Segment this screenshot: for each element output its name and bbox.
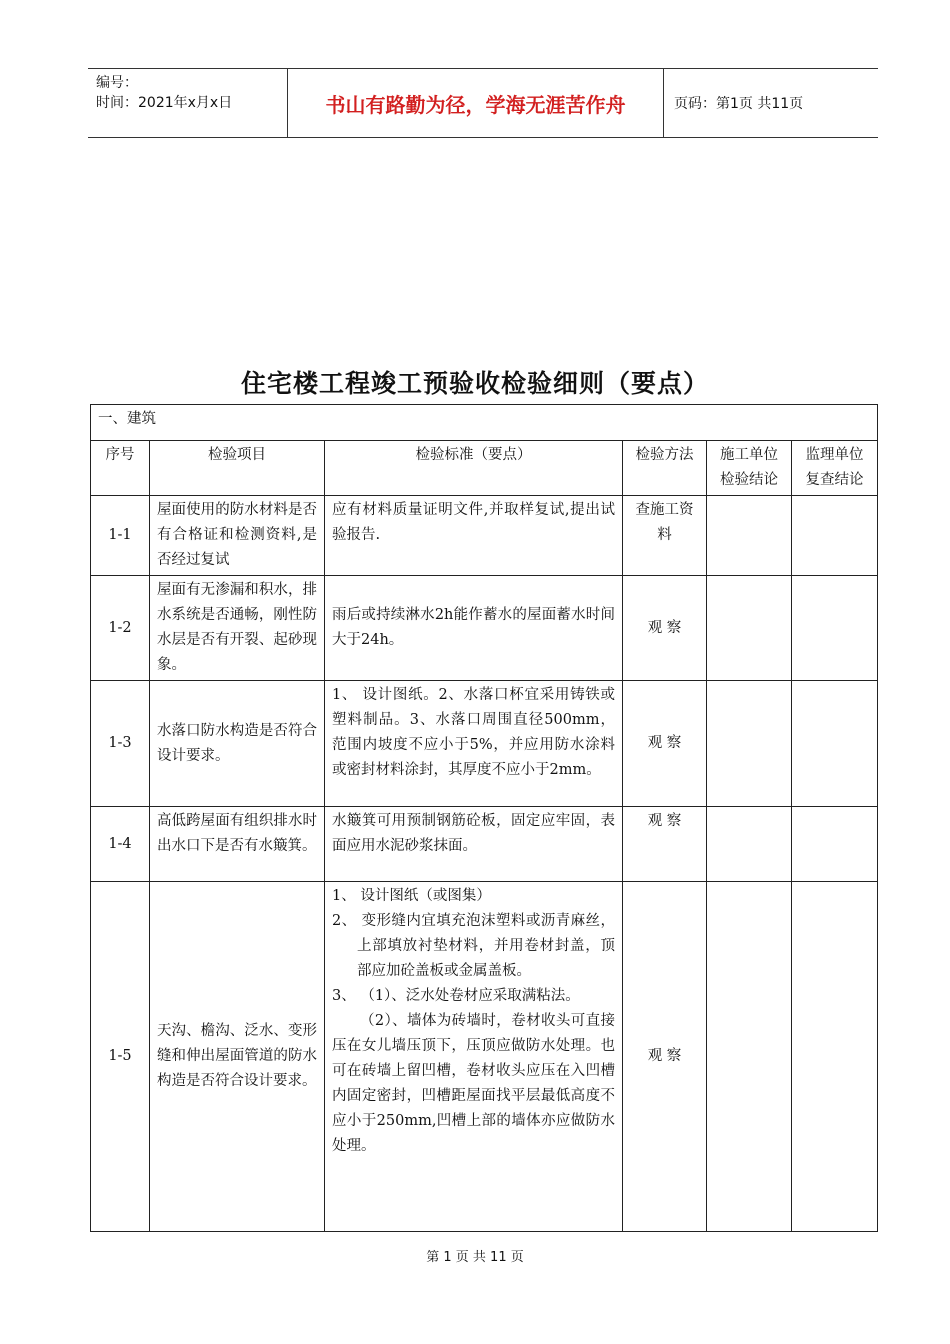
row-contractor-result — [707, 576, 792, 681]
row-supervisor-result — [792, 807, 878, 882]
page-footer: 第 1 页 共 11 页 — [426, 1250, 524, 1265]
table-row — [91, 882, 878, 1232]
row-supervisor-result — [792, 496, 878, 576]
row-standard: 应有材料质量证明文件,并取样复试,提出试验报告. — [325, 496, 623, 576]
col-header-seq: 序号 — [91, 441, 150, 496]
time-label: 时间：2021年x月x日 — [96, 95, 233, 111]
row-supervisor-result — [792, 882, 878, 1232]
row-item: 屋面有无渗漏和积水，排水系统是否通畅，刚性防水层是否有开裂、起砂现象。 — [150, 576, 325, 681]
row-method: 查施工资料 — [623, 496, 707, 576]
row-seq: 1-2 — [91, 576, 150, 681]
row-method: 观 察 — [623, 807, 707, 882]
col-header-item: 检验项目 — [150, 441, 325, 496]
row-seq: 1-3 — [91, 681, 150, 807]
table-row — [91, 576, 878, 681]
header-motto: 书山有路勤为径，学海无涯苦作舟 — [288, 69, 664, 137]
row-item: 水落口防水构造是否符合设计要求。 — [150, 681, 325, 807]
row-contractor-result — [707, 882, 792, 1232]
col-header-method: 检验方法 — [623, 441, 707, 496]
standard-line: 1、 设计图纸（或图集） — [332, 888, 491, 904]
row-contractor-result — [707, 681, 792, 807]
section-row — [91, 405, 878, 441]
header-meta — [88, 69, 288, 137]
table-header-row — [91, 441, 878, 496]
serial-label: 编号： — [96, 75, 138, 91]
row-seq: 1-5 — [91, 882, 150, 1232]
document-title: 住宅楼工程竣工预验收检验细则（要点） — [240, 369, 709, 398]
row-standard: 1、 设计图纸。2、水落口杯宜采用铸铁或塑料制品。3、水落口周围直径500mm， 范围内坡度不应小于5%，并应用防水涂料或密封材料涂封，其厚度不应小于2mm。 — [325, 681, 623, 807]
standard-line: 3、 （1）、泛水处卷材应采取满粘法。 — [332, 988, 580, 1004]
row-supervisor-result — [792, 681, 878, 807]
row-supervisor-result — [792, 576, 878, 681]
header-page-number: 页码：第1页 共11页 — [674, 96, 804, 112]
col-header-contractor: 施工单位检验结论 — [707, 441, 792, 496]
row-item: 屋面使用的防水材料是否有合格证和检测资料,是否经过复试 — [150, 496, 325, 576]
col-header-standard: 检验标准（要点） — [325, 441, 623, 496]
row-seq: 1-1 — [91, 496, 150, 576]
standard-line: 2、 变形缝内宜填充泡沫塑料或沥青麻丝，上部填放衬垫材料，并用卷材封盖，顶部应加砼盖板或金属盖板。 — [332, 913, 615, 979]
row-item: 高低跨屋面有组织排水时出水口下是否有水簸箕。 — [150, 807, 325, 882]
row-method: 观 察 — [623, 681, 707, 807]
table-row — [91, 681, 878, 807]
row-seq: 1-4 — [91, 807, 150, 882]
standard-line: （2）、墙体为砖墙时，卷材收头可直接压在女儿墙压顶下，压顶应做防水处理。也可在砖墙上留凹槽，卷材收头应压在入凹槽内固定密封，凹槽距屋面找平层最低高度不应小于250mm,凹槽上部的墙体亦应做防水处理。 — [332, 1013, 615, 1154]
row-method: 观 察 — [623, 882, 707, 1232]
table-row — [91, 807, 878, 882]
col-header-supervisor: 监理单位复查结论 — [792, 441, 878, 496]
row-standard: 水簸箕可用预制钢筋砼板，固定应牢固，表面应用水泥砂浆抹面。 — [325, 807, 623, 882]
row-standard — [325, 882, 623, 1232]
row-contractor-result — [707, 496, 792, 576]
table-row — [91, 496, 878, 576]
row-item: 天沟、檐沟、泛水、变形缝和伸出屋面管道的防水构造是否符合设计要求。 — [150, 882, 325, 1232]
page-header — [88, 68, 878, 138]
row-method: 观 察 — [623, 576, 707, 681]
row-contractor-result — [707, 807, 792, 882]
row-standard: 雨后或持续淋水2h能作蓄水的屋面蓄水时间大于24h。 — [325, 576, 623, 681]
inspection-table — [90, 404, 878, 1232]
section-title: 一、建筑 — [91, 405, 878, 441]
